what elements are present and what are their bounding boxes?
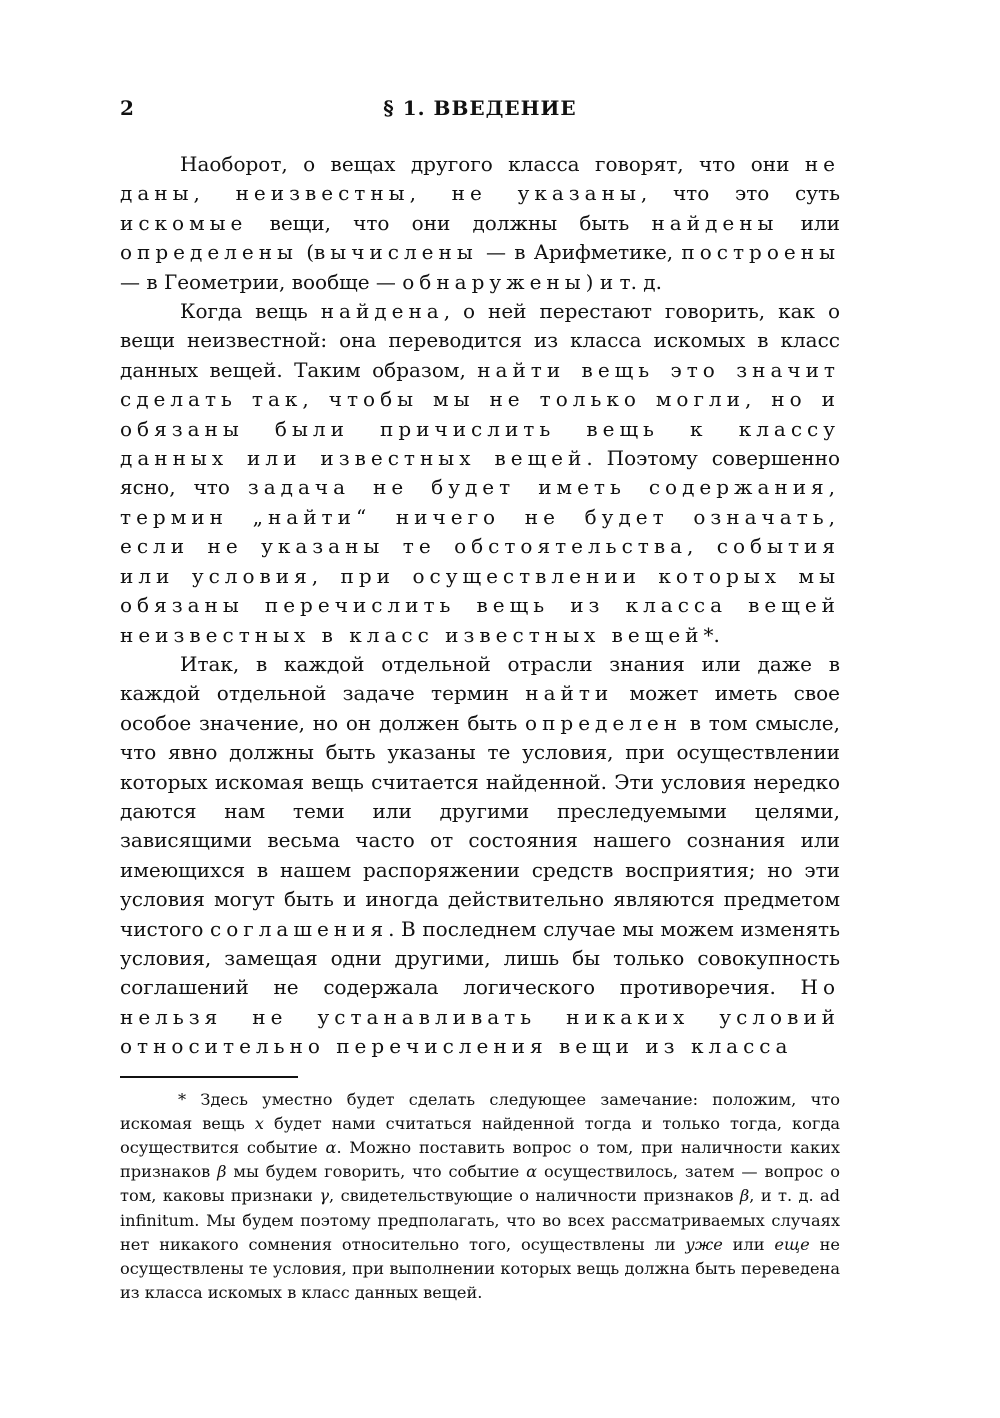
italic-emphasis: уже: [685, 1234, 723, 1254]
paragraph-2: Когда вещь найдена, о ней перестают говорить, как о вещи неизвестной: она переводится из класса искомых в класс данных вещей. Таким образом, найти вещь это значит сделать так, чтобы мы не только могли, но и обязаны были причислить вещь к классу данных или известных вещей. Поэтому совершенно ясно, что задача не будет иметь содержания, термин „найти“ ничего не будет означать, если не указаны те обстоятельства, события или условия, при осуществлении которых мы обязаны перечислить вещь из класса вещей неизвестных в класс известных вещей*.: [120, 299, 840, 647]
math-variable: x: [254, 1113, 264, 1133]
spaced-emphasis: найдены: [651, 210, 779, 235]
spaced-emphasis: задача не будет иметь содержания, термин „найти“ ничего не будет означать, если не указаны те обстоятельства, события или условия, при осуществлении которых мы обязаны перечислить вещь из класса вещей неизвестных в класс известных вещей: [120, 475, 840, 647]
spaced-emphasis: определен: [525, 710, 683, 735]
paragraph-1: Наоборот, о вещах другого класса говорят, что они не даны, неизвестны, не указаны, что это суть искомые вещи, что они должны быть найдены или определены (вычислены — в Арифметике, построены — в Геометрии, вообще — обнаружены) и т. д.: [120, 152, 840, 294]
spaced-emphasis: Но нельзя не устанавливать никаких условий относительно перечисления вещи из класса: [120, 975, 840, 1059]
spaced-emphasis: искомые: [120, 210, 248, 235]
spaced-emphasis: найдена: [320, 299, 444, 324]
math-variable: α: [526, 1162, 538, 1182]
spaced-emphasis: найти: [525, 681, 614, 706]
running-head: § 1. ВВЕДЕНИЕ: [383, 96, 577, 120]
footnote: [120, 1088, 840, 1306]
page-header: [120, 96, 840, 130]
spaced-emphasis: построены: [681, 240, 840, 265]
footnote-marker: *.: [703, 622, 720, 647]
paragraph-3: Итак, в каждой отдельной отрасли знания или даже в каждой отдельной задаче термин найти может иметь свое особое значение, но он должен быть определен в том смысле, что явно должны быть указаны те условия, при осуществлении которых искомая вещь считается найденной. Эти условия нередко даются нам теми или другими преследуемыми целями, зависящими весьма часто от состояния нашего сознания или имеющихся в нашем распоряжении средств восприятия; но эти условия могут быть и иногда действительно являются предметом чистого соглашения. В последнем случае мы можем изменять условия, замещая одни другими, лишь бы только совокупность соглашений не содержала логического противоречия. Но нельзя не устанавливать никаких условий относительно перечисления вещи из класса: [120, 651, 840, 1059]
math-variable: α: [325, 1138, 337, 1157]
math-variable: β: [217, 1162, 227, 1182]
italic-emphasis: еще: [774, 1234, 810, 1254]
spaced-emphasis: определены: [120, 240, 298, 265]
spaced-emphasis: обнаружены: [402, 269, 586, 294]
footnote-divider: [120, 1076, 298, 1078]
spaced-emphasis: вычислены: [314, 240, 478, 265]
spaced-emphasis: найти вещь это значит сделать так, чтобы мы не только могли, но и обязаны были причислить вещь к классу данных или известных вещей: [120, 357, 840, 471]
math-variable: β: [739, 1186, 750, 1206]
page-number: 2: [120, 96, 134, 120]
spaced-emphasis: соглашения: [210, 916, 389, 941]
footnote-text: * Здесь уместно будет сделать следующее замечание: положим, что искомая вещь x будет нами считаться найденной тогда и только тогда, когда осуществится событие α. Можно поставить вопрос о том, при наличности каких признаков β мы будем говорить, что событие α осуществилось, затем — вопрос о том, каковы признаки γ, свидетельствующие о наличности признаков β, и т. д. ad infinitum. Мы будем поэтому предполагать, что во всех рассматриваемых случаях нет никакого сомнения относительно того, осуществлены ли уже или еще не осуществлены те условия, при выполнении которых вещь должна быть переведена из класса искомых в класс данных вещей.: [120, 1089, 840, 1303]
spaced-emphasis: не даны, неизвестны, не указаны: [120, 152, 840, 206]
main-text: [120, 150, 840, 1062]
math-variable: γ: [319, 1186, 330, 1206]
